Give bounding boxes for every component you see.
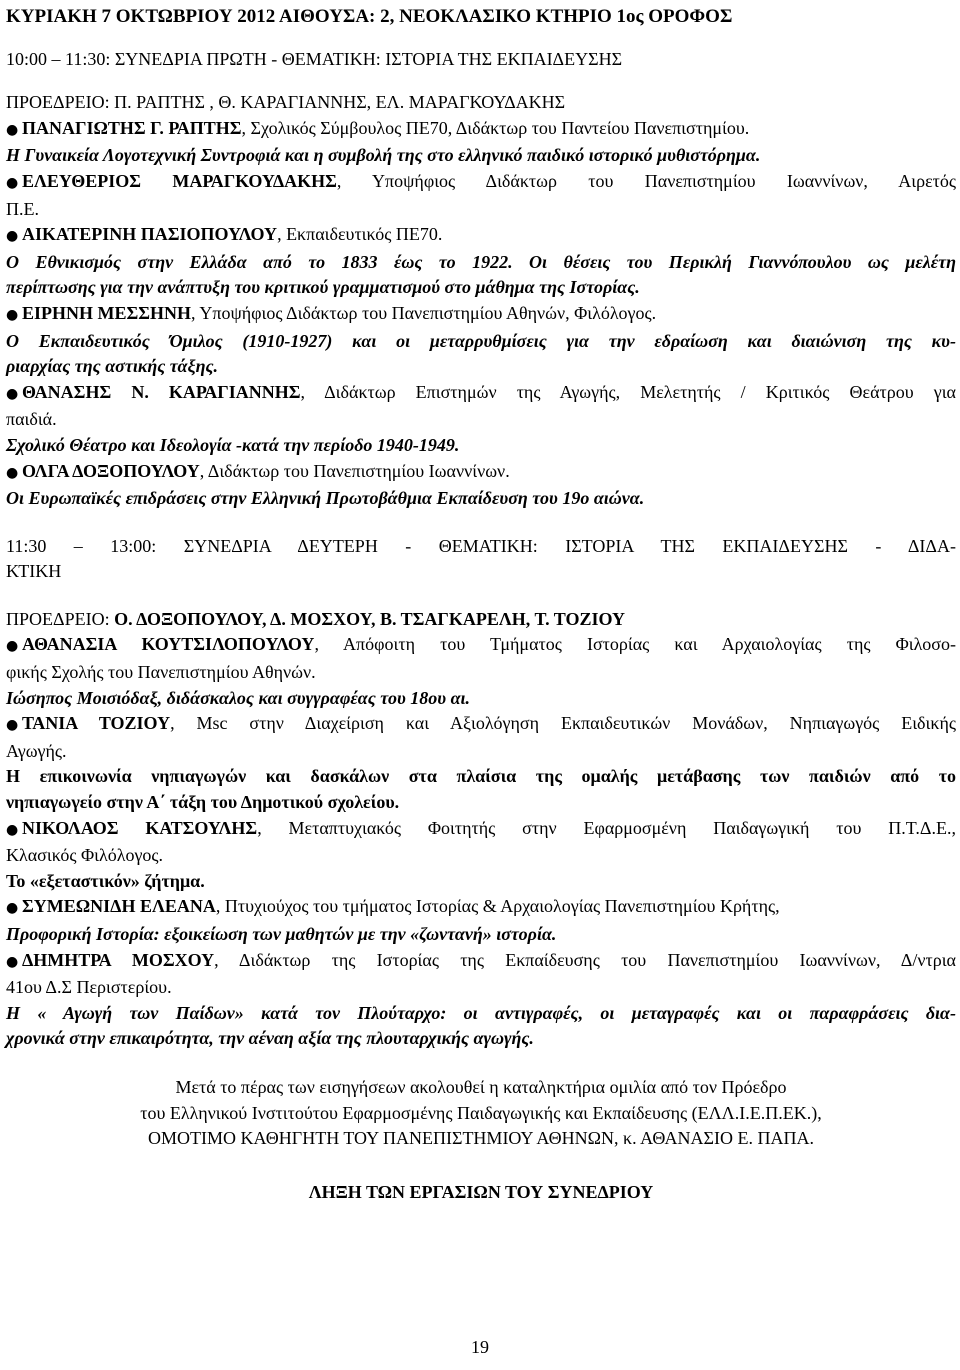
- speaker-affiliation: , Διδάκτωρ Επιστημών της Αγωγής, Μελετητής / Κριτικός Θεάτρου για: [300, 381, 956, 402]
- bullet-icon: ●: [6, 464, 19, 481]
- participant-entry: [6, 711, 956, 739]
- participant-entry: [6, 301, 956, 329]
- session2-presidium: [6, 607, 956, 633]
- talk-title: Προφορική Ιστορία: εξοικείωση των μαθητών με την «ζωντανή» ιστορία.: [6, 924, 557, 944]
- speaker-name: ΔΗΜΗΤΡΑ ΜΟΣΧΟΥ: [22, 949, 215, 970]
- speaker-affiliation-cont: παιδιά.: [6, 409, 57, 430]
- participant-entry: [6, 116, 956, 144]
- speaker-name: ΠΑΝΑΓΙΩΤΗΣ Γ. ΡΑΠΤΗΣ: [22, 117, 242, 138]
- speaker-affiliation: , Υποψήφιος Διδάκτωρ του Πανεπιστημίου Αθηνών, Φιλόλογος.: [191, 302, 657, 323]
- speaker-name: ΤΑΝΙΑ ΤΟΖΙΟΥ: [22, 713, 171, 734]
- speaker-name: ΝΙΚΟΛΑΟΣ ΚΑΤΣΟΥΛΗΣ: [22, 817, 258, 838]
- participant-entry: [6, 459, 956, 487]
- bullet-icon: ●: [6, 821, 19, 838]
- closing-line-3: ΟΜΟΤΙΜΟ ΚΑΘΗΓΗΤΗ ΤΟΥ ΠΑΝΕΠΙΣΤΗΜΙΟΥ ΑΘΗΝΩΝ, κ. ΑΘΑΝΑΣΙΟ Ε. ΠΑΠΑ.: [148, 1128, 814, 1149]
- talk-title: Σχολικό Θέατρο και Ιδεολογία -κατά την περίοδο 1940-1949.: [6, 434, 460, 455]
- talk-title: Το «εξεταστικόν» ζήτημα.: [6, 870, 205, 891]
- program-content: [6, 0, 956, 1205]
- talk-title: Ο Εκπαιδευτικός Όμιλος (1910-1927) και οι μεταρρυθμίσεις για την εδραίωση και διαιώνιση της κυ-: [6, 330, 956, 351]
- talk-title-cont: χρονικά στην επικαιρότητα, την αέναη αξία της πλουταρχικής αγωγής.: [6, 1028, 534, 1049]
- speaker-affiliation-cont: φικής Σχολής του Πανεπιστημίου Αθηνών.: [6, 662, 316, 683]
- presidium-label: ΠΡΟΕΔΡΕΙΟ:: [6, 608, 115, 629]
- speaker-name: ΕΛΕΥΘΕΡΙΟΣ ΜΑΡΑΓΚΟΥΔΑΚΗΣ: [22, 170, 337, 191]
- talk-title: Ο Εθνικισμός στην Ελλάδα από το 1833 έως το 1922. Οι θέσεις του Περικλή Γιαννόπουλου ως μελέτη: [6, 251, 956, 272]
- participant-entry: [6, 632, 956, 660]
- session2-heading: 11:30 – 13:00: ΣΥΝΕΔΡΙΑ ΔΕΥΤΕΡΗ - ΘΕΜΑΤΙΚΗ: ΙΣΤΟΡΙΑ ΤΗΣ ΕΚΠΑΙΔΕΥΣΗΣ - ΔΙΔΑ-: [6, 535, 956, 556]
- speaker-name: ΑΙΚΑΤΕΡΙΝΗ ΠΑΣΙΟΠΟΥΛΟΥ: [22, 224, 278, 245]
- speaker-affiliation: , Μεταπτυχιακός Φοιτητής στην Εφαρμοσμένη Παιδαγωγική του Π.Τ.Δ.Ε.,: [257, 817, 956, 838]
- speaker-affiliation: , Απόφοιτη του Τμήματος Ιστορίας και Αρχαιολογίας της Φιλοσο-: [314, 634, 957, 655]
- speaker-affiliation: , Διδάκτωρ του Πανεπιστημίου Ιωαννίνων.: [199, 460, 510, 481]
- speaker-affiliation-cont: Κλασικός Φιλόλογος.: [6, 845, 164, 866]
- participant-entry: [6, 380, 956, 408]
- participant-entry: [6, 222, 956, 250]
- speaker-affiliation: , Σχολικός Σύμβουλος ΠΕ70, Διδάκτωρ του Παντείου Πανεπιστημίου.: [241, 117, 750, 138]
- closing-line-2: του Ελληνικού Ινστιτούτου Εφαρμοσμένης Παιδαγωγικής και Εκπαίδευσης (ΕΛΛ.Ι.Ε.Π.ΕΚ.),: [140, 1102, 822, 1123]
- speaker-name: ΟΛΓΑ ΔΟΞΟΠΟΥΛΟΥ: [22, 460, 200, 481]
- conference-end: ΛΗΞΗ ΤΩΝ ΕΡΓΑΣΙΩΝ ΤΟΥ ΣΥΝΕΔΡΙΟΥ: [308, 1181, 654, 1202]
- page-number: 19: [471, 1337, 489, 1357]
- talk-title-cont: νηπιαγωγείο στην Α΄ τάξη του Δημοτικού σχολείου.: [6, 792, 400, 813]
- talk-title: Η Γυναικεία Λογοτεχνική Συντροφιά και η συμβολή της στο ελληνικό παιδικό ιστορικό μυθιστόρημα.: [6, 145, 761, 166]
- speaker-affiliation: , Υποψήφιος Διδάκτωρ του Πανεπιστημίου Ιωαννίνων, Αιρετός: [336, 170, 957, 191]
- speaker-affiliation: , Διδάκτωρ της Ιστορίας της Εκπαίδευσης του Πανεπιστημίου Ιωαννίνων, Δ/ντρια: [214, 949, 956, 970]
- bullet-icon: ●: [6, 174, 19, 191]
- bullet-icon: ●: [6, 900, 19, 917]
- bullet-icon: ●: [6, 121, 19, 138]
- participant-entry: [6, 169, 956, 197]
- speaker-affiliation: , Εκπαιδευτικός ΠΕ70.: [277, 224, 443, 245]
- speaker-affiliation-cont: Αγωγής.: [6, 740, 67, 761]
- talk-title: Οι Ευρωπαϊκές επιδράσεις στην Ελληνική Πρωτοβάθμια Εκπαίδευση του 19ο αιώνα.: [6, 488, 645, 509]
- bullet-icon: ●: [6, 228, 19, 245]
- presidium-names: Ο. ΔΟΞΟΠΟΥΛΟΥ, Δ. ΜΟΣΧΟΥ, Β. ΤΣΑΓΚΑΡΕΛΗ, Τ. ΤΟΖΙΟΥ: [114, 608, 626, 629]
- bullet-icon: ●: [6, 717, 19, 734]
- talk-title: Η « Αγωγή των Παίδων» κατά τον Πλούταρχο: οι αντιγραφές, οι μεταγραφές και οι παραφράσεις δια-: [6, 1002, 956, 1023]
- closing-line-1: Μετά το πέρας των εισηγήσεων ακολουθεί η καταληκτήρια ομιλία από τον Πρόεδρο: [175, 1076, 787, 1097]
- talk-title: Ιώσηπος Μοισιόδαξ, διδάσκαλος και συγγραφέας του 18ου αι.: [6, 687, 471, 708]
- talk-title-cont: περίπτωσης για την ανάπτυξη του κριτικού γραμματισμού στο μάθημα της Ιστορίας.: [6, 277, 640, 298]
- speaker-name: ΘΑΝΑΣΗΣ Ν. ΚΑΡΑΓΙΑΝΝΗΣ: [22, 381, 301, 402]
- session2-heading-cont: ΚΤΙΚΗ: [6, 561, 62, 582]
- day-header: ΚΥΡΙΑΚΗ 7 ΟΚΤΩΒΡΙΟΥ 2012 ΑΙΘΟΥΣΑ: 2, ΝΕΟΚΛΑΣΙΚΟ ΚΤΗΡΙΟ 1ος ΟΡΟΦΟΣ: [6, 6, 733, 27]
- participant-entry: [6, 894, 956, 922]
- bullet-icon: ●: [6, 306, 19, 323]
- speaker-affiliation: , Πτυχιούχος του τμήματος Ιστορίας & Αρχαιολογίας Πανεπιστημίου Κρήτης,: [215, 896, 780, 917]
- speaker-affiliation: , Msc στην Διαχείριση και Αξιολόγηση Εκπαιδευτικών Μονάδων, Νηπιαγωγός Ειδικής: [170, 713, 956, 734]
- bullet-icon: ●: [6, 953, 19, 970]
- participant-entry: [6, 948, 956, 976]
- participant-entry: [6, 816, 956, 844]
- speaker-affiliation-cont: Π.Ε.: [6, 198, 39, 219]
- talk-title-cont: ριαρχίας της αστικής τάξης.: [6, 356, 218, 377]
- session1-presidium: ΠΡΟΕΔΡΕΙΟ: Π. ΡΑΠΤΗΣ , Θ. ΚΑΡΑΓΙΑΝΝΗΣ, ΕΛ. ΜΑΡΑΓΚΟΥΔΑΚΗΣ: [6, 92, 566, 113]
- speaker-name: ΑΘΑΝΑΣΙΑ ΚΟΥΤΣΙΛΟΠΟΥΛΟΥ: [22, 634, 315, 655]
- speaker-name: ΣΥΜΕΩΝΙΔΗ ΕΛΕΑΝΑ: [22, 896, 216, 917]
- session1-heading: 10:00 – 11:30: ΣΥΝΕΔΡΙΑ ΠΡΩΤΗ - ΘΕΜΑΤΙΚΗ: ΙΣΤΟΡΙΑ ΤΗΣ ΕΚΠΑΙΔΕΥΣΗΣ: [6, 48, 623, 69]
- bullet-icon: ●: [6, 638, 19, 655]
- bullet-icon: ●: [6, 385, 19, 402]
- speaker-name: ΕΙΡΗΝΗ ΜΕΣΣΗΝΗ: [22, 302, 192, 323]
- talk-title: Η επικοινωνία νηπιαγωγών και δασκάλων στα πλαίσια της ομαλής μετάβασης των παιδιών από το: [6, 766, 956, 787]
- speaker-affiliation-cont: 41ου Δ.Σ Περιστερίου.: [6, 977, 172, 998]
